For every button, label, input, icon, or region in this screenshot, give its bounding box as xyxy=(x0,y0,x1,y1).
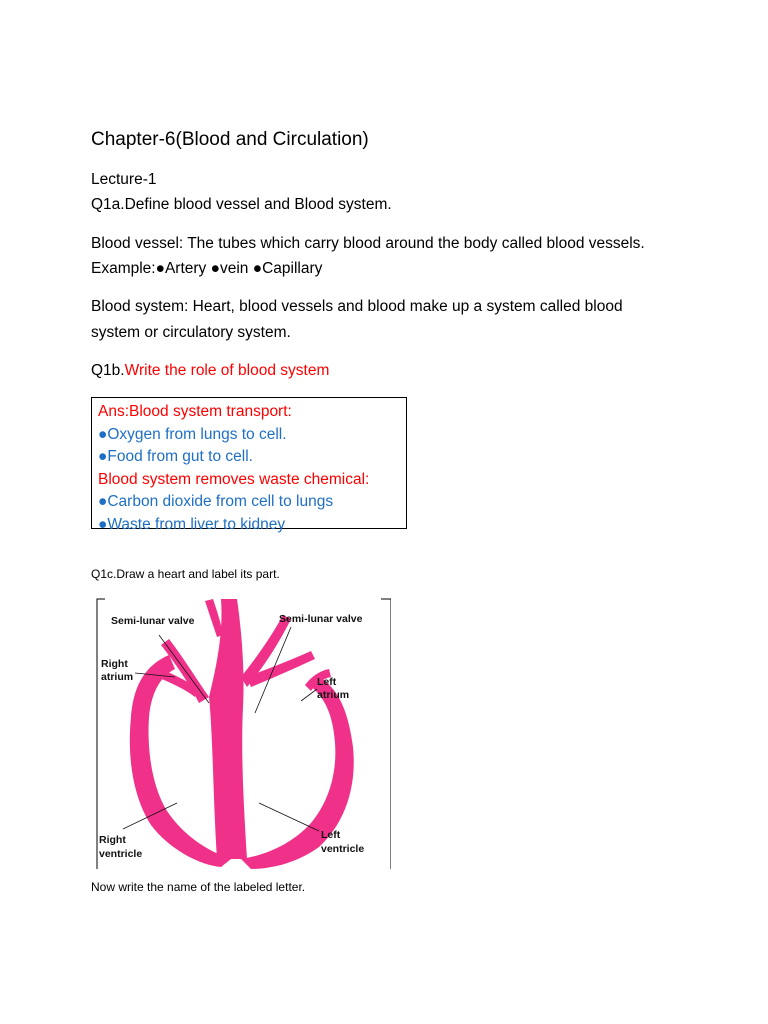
blood-system-line-1: Blood system: Heart, blood vessels and blood make up a system called blood xyxy=(91,298,623,315)
answer-heading-waste: Blood system removes waste chemical: xyxy=(98,470,370,488)
label-left-ventricle-2: ventricle xyxy=(321,843,365,855)
answer-box xyxy=(91,397,407,533)
question-1c: Q1c.Draw a heart and label its part. xyxy=(91,567,280,581)
label-semi-lunar-right: Semi-lunar valve xyxy=(279,613,363,625)
answer-item-carbon-dioxide: ●Carbon dioxide from cell to lungs xyxy=(98,493,334,510)
frame-top-left xyxy=(97,599,105,619)
answer-heading-transport: Ans:Blood system transport: xyxy=(98,403,292,420)
label-right-ventricle-2: ventricle xyxy=(99,848,143,860)
question-1b-prefix: Q1b. xyxy=(91,362,125,379)
label-right-atrium-2: atrium xyxy=(101,671,134,683)
footer-instruction: Now write the name of the labeled letter. xyxy=(91,880,306,894)
blood-vessel-definition: Blood vessel: The tubes which carry blood around the body called blood vessels. xyxy=(91,235,645,252)
leader-left-ventricle xyxy=(259,803,319,831)
question-1b xyxy=(91,362,329,380)
question-1b-text: Write the role of blood system xyxy=(124,362,330,379)
label-semi-lunar-left: Semi-lunar valve xyxy=(111,615,195,627)
label-left-atrium-1: Left xyxy=(317,676,337,688)
heart-diagram-svg xyxy=(91,597,391,875)
heart-diagram xyxy=(91,597,391,875)
label-right-atrium-1: Right xyxy=(101,658,128,670)
lecture-label: Lecture-1 xyxy=(91,171,157,188)
blood-vessel-example: Example:●Artery ●vein ●Capillary xyxy=(91,260,323,277)
page-title: Chapter-6(Blood and Circulation) xyxy=(91,129,369,150)
answer-item-food: ●Food from gut to cell. xyxy=(98,448,253,465)
label-left-atrium-2: atrium xyxy=(317,689,350,701)
answer-item-oxygen: ●Oxygen from lungs to cell. xyxy=(98,425,287,443)
frame-top-right xyxy=(381,599,391,609)
label-right-ventricle-1: Right xyxy=(99,834,126,846)
question-1a: Q1a.Define blood vessel and Blood system. xyxy=(91,196,392,213)
blood-system-line-2: system or circulatory system. xyxy=(91,324,291,341)
leader-left-atrium xyxy=(301,689,317,701)
label-left-ventricle-1: Left xyxy=(321,829,341,841)
answer-item-waste: ●Waste from liver to kidney xyxy=(98,515,286,533)
